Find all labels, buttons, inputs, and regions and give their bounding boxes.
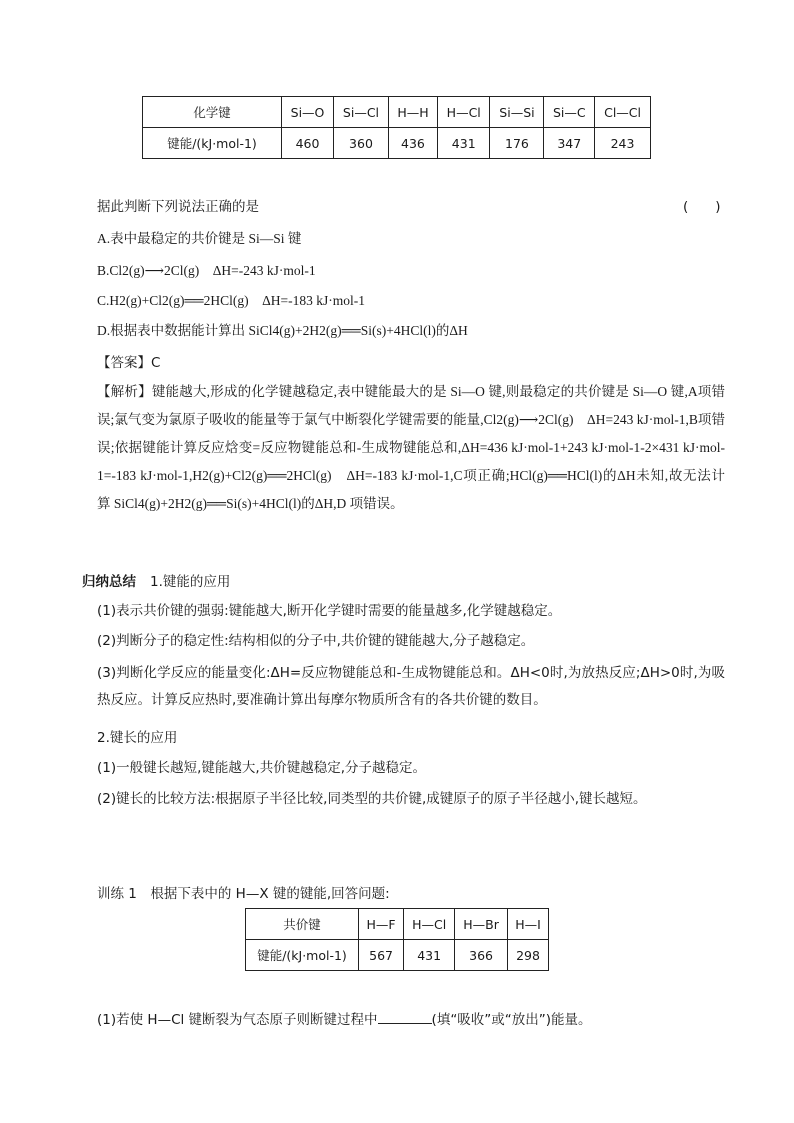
summary-h2: 2.键长的应用 — [97, 730, 178, 746]
option-d: D.根据表中数据能计算出 SiCl4(g)+2H2(g)══Si(s)+4HCl(l)的ΔH — [97, 323, 468, 338]
table-cell: 347 — [544, 128, 595, 159]
table-cell: Si—C — [544, 97, 595, 128]
q1-text-before: (1)若使 H—Cl 键断裂为气态原子则断键过程中 — [97, 1012, 378, 1028]
table-cell: H—Cl — [438, 97, 490, 128]
table-header-row — [143, 97, 651, 128]
summary-h1: 1.键能的应用 — [150, 574, 231, 590]
hx-bond-table — [245, 908, 549, 971]
analysis-label: 【解析】 — [97, 384, 152, 400]
table-cell: 298 — [508, 940, 549, 971]
summary-p1: (1)表示共价键的强弱:键能越大,断开化学键时需要的能量越多,化学键越稳定。 — [97, 603, 562, 619]
summary-label: 归纳总结 — [82, 574, 136, 590]
table-cell: 431 — [404, 940, 455, 971]
table-cell: Si—O — [282, 97, 334, 128]
table-cell: Si—Cl — [334, 97, 389, 128]
table-row — [246, 940, 549, 971]
summary-p3: (3)判断化学反应的能量变化:ΔH=反应物键能总和-生成物键能总和。ΔH<0时,为放热反应;ΔH>0时,为吸热反应。计算反应热时,要准确计算出每摩尔物质所含有的各共价键的数目。 — [97, 665, 725, 708]
table-cell: H—Cl — [404, 909, 455, 940]
table-cell: 366 — [455, 940, 508, 971]
table-cell: Cl—Cl — [595, 97, 651, 128]
question-stem: 据此判断下列说法正确的是 — [97, 199, 259, 215]
summary-heading — [82, 573, 230, 591]
table-row-label: 键能/(kJ·mol-1) — [143, 128, 282, 159]
answer-value: C — [151, 355, 161, 371]
table-cell: 436 — [388, 128, 437, 159]
analysis — [97, 378, 725, 518]
table-cell: 化学键 — [143, 97, 282, 128]
table-cell: Si—Si — [490, 97, 544, 128]
table-cell: 共价键 — [246, 909, 359, 940]
table-header-row — [246, 909, 549, 940]
table-cell: 460 — [282, 128, 334, 159]
training-question-1 — [97, 1010, 592, 1029]
table-cell: 176 — [490, 128, 544, 159]
option-b: B.Cl2(g)⟶2Cl(g) ΔH=-243 kJ·mol-1 — [97, 263, 316, 278]
answer-blank[interactable] — [378, 1010, 432, 1024]
table-cell: H—F — [359, 909, 404, 940]
table-row — [143, 128, 651, 159]
answer-label: 【答案】 — [97, 355, 151, 371]
q1-text-after: (填“吸收”或“放出”)能量。 — [431, 1012, 592, 1028]
option-c: C.H2(g)+Cl2(g)══2HCl(g) ΔH=-183 kJ·mol-1 — [97, 293, 366, 308]
table-cell: 431 — [438, 128, 490, 159]
table-row-label: 键能/(kJ·mol-1) — [246, 940, 359, 971]
option-a: A.表中最稳定的共价键是 Si—Si 键 — [97, 231, 302, 246]
answer — [97, 354, 160, 372]
summary-p4: (1)一般键长越短,键能越大,共价键越稳定,分子越稳定。 — [97, 760, 426, 776]
summary-p5: (2)键长的比较方法:根据原子半径比较,同类型的共价键,成键原子的原子半径越小,键长越短。 — [97, 791, 647, 807]
summary-p2: (2)判断分子的稳定性:结构相似的分子中,共价键的键能越大,分子越稳定。 — [97, 633, 535, 649]
bond-energy-table — [142, 96, 651, 159]
answer-bracket: ( ) — [683, 199, 721, 215]
table-cell: 567 — [359, 940, 404, 971]
table-cell: H—H — [388, 97, 437, 128]
table-cell: H—Br — [455, 909, 508, 940]
table-cell: H—I — [508, 909, 549, 940]
table-cell: 243 — [595, 128, 651, 159]
analysis-text: 键能越大,形成的化学键越稳定,表中键能最大的是 Si—O 键,则最稳定的共价键是 Si—O 键,A项错误;氯气变为氯原子吸收的能量等于氯气中断裂化学键需要的能量,Cl2(g)⟶2Cl(g) ΔH=243 kJ·mol-1,B项错误;依据键能计算反应焓变=反应物键能总和-生成物键能总和,ΔH=436 kJ·mol-1+243 kJ·mol-1-2×431 kJ·mol-1=-183 kJ·mol-1,H2(g)+Cl2(g)══2HCl(g) ΔH=-183 kJ·mol-1,C项正确;HCl(g)══HCl(l)的ΔH未知,故无法计算 SiCl4(g)+2H2(g)══Si(s)+4HCl(l)的ΔH,D 项错误。 — [97, 384, 726, 511]
training-intro: 训练 1 根据下表中的 H—X 键的键能,回答问题: — [97, 886, 390, 902]
table-cell: 360 — [334, 128, 389, 159]
